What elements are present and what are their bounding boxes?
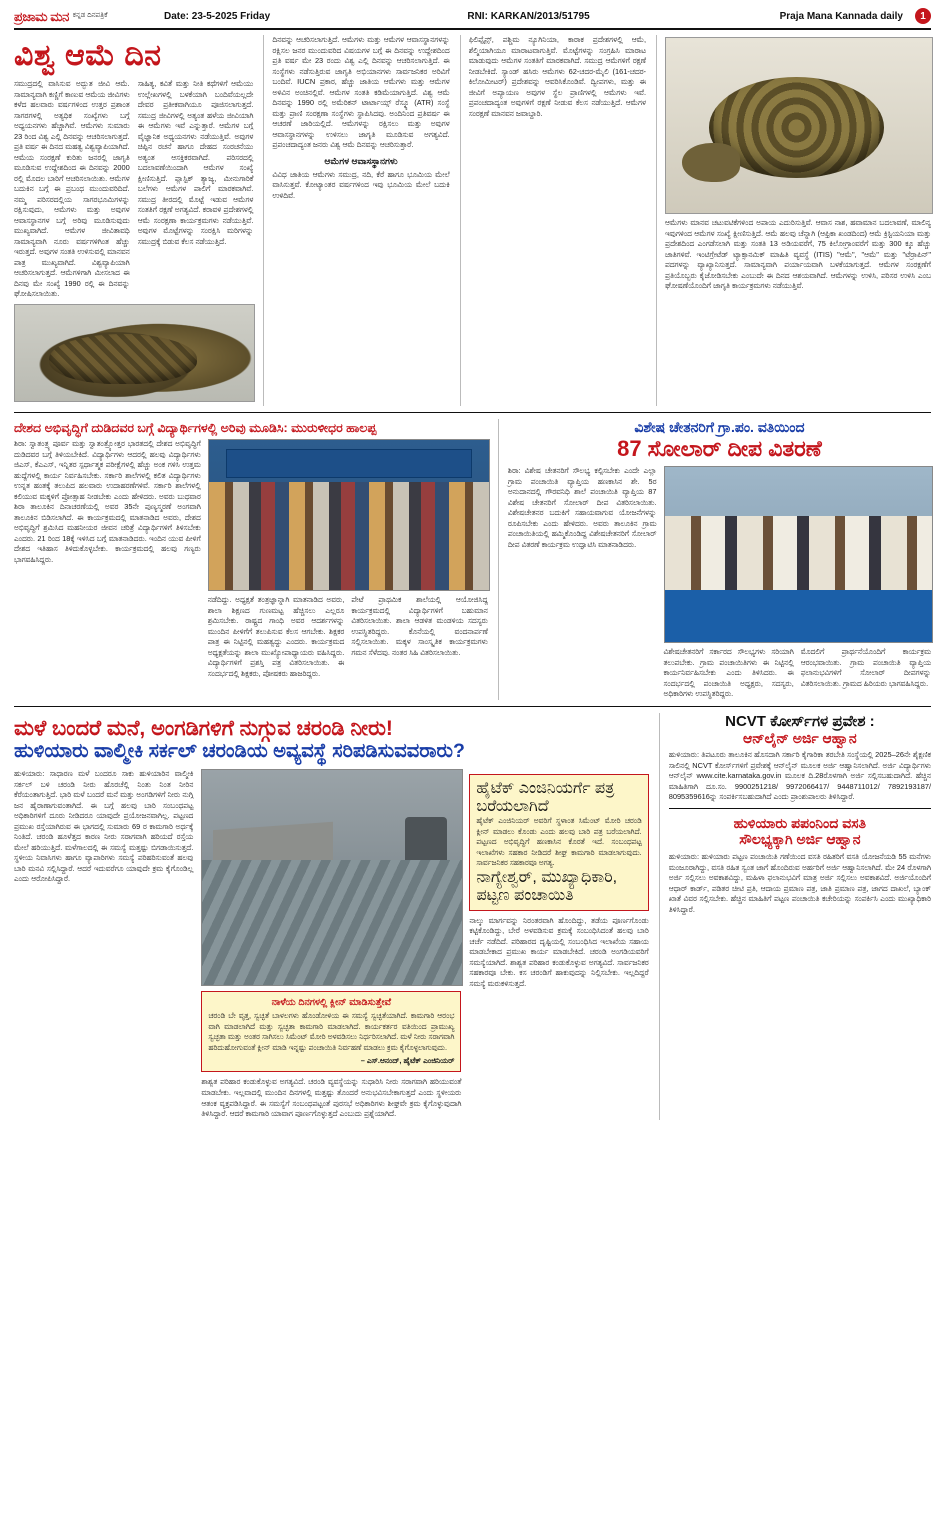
lead-col-5-block (656, 35, 931, 406)
logo-sub-text: ಕನ್ನಡ ದಿನಪತ್ರಿಕೆ (72, 12, 108, 20)
page-number-badge: 1 (915, 8, 931, 24)
housing-headline-2: ಸೌಲಭ್ಯಕ್ಕಾಗಿ ಅರ್ಜಿ ಆಹ್ವಾನ (739, 831, 861, 848)
rni-number: RNI: KARKAN/2013/51795 (467, 10, 590, 22)
lead-subhead: ಆಮೆಗಳ ಆವಾಸಸ್ಥಾನಗಳು (324, 155, 398, 166)
drain-headline-2: ಹುಳಿಯಾರು ವಾಲ್ಮೀಕಿ ಸರ್ಕಲ್ ಚರಂಡಿಯ ಅವ್ಯವಸ್ಥೆ ಸರಿಪಡಿಸುವವರಾರು? (14, 740, 465, 763)
lead-left-block (14, 35, 253, 406)
notice-divider (669, 808, 931, 809)
officer-quote-title: ಹೈಟೆಕ್ ಎಂಜಿನಿಯರ್ಗೆ ಪತ್ರ ಬರೆಯಲಾಗಿದೆ (476, 780, 615, 816)
drain-col-3: ನಾಲ್ಕು ಮಾರ್ಗವನ್ನು ನಿರಂತರವಾಗಿ ಹೊಂದಿದ್ದು, ತಡೆಯ ಪೂರ್ಣಗೊಂಡು ಕಟ್ಟಿಕೊಂಡಿದ್ದು, ಬೇರೆ ಅಳವಡಿಸುವ ಕ್ರಮಕ್ಕೆ ಸಂಬಂಧಿಸಿದಂತೆ ಹಲವು ಬಾರಿ ಚರ್ಚೆ ನಡೆದಿದೆ. ಪರಿಹಾರದ ದೃಷ್ಟಿಯಲ್ಲಿ ಸಂಬಂಧಿಸಿದ ಇಲಾಖೆಯ ಸಹಾಯ ಮಾಡಬೇಕಾದ ಪ್ರಮುಖ ಕಾರ್ಯ ಮಾಡಬೇಕಿದೆ. ಚರಂಡಿ ಅಂಗಡಿಯವರಿಗೆ ಸಮಸ್ಯೆಯಾಗಿದೆ. ಶಾಶ್ವತ ಪರಿಹಾರ ಕಂಡುಕೊಳ್ಳುವ ಅಗತ್ಯವಿದೆ. ಸಾರ್ವಜನಿಕರ ಸಹಕಾರವೂ ಬೇಕು. ಕಸ ಚರಂಡಿಗೆ ಹಾಕುವುದನ್ನು ನಿಲ್ಲಿಸಬೇಕು. ಇಲ್ಲದಿದ್ದರೆ ಸಮಸ್ಯೆ ಮರುಕಳಿಸುತ್ತದೆ. (469, 915, 649, 988)
engineer-quote-box (201, 991, 461, 1072)
story-drain (14, 713, 649, 1120)
drain-col-2: ಶಾಶ್ವತ ಪರಿಹಾರ ಕಂಡುಕೊಳ್ಳುವ ಅಗತ್ಯವಿದೆ. ಚರಂಡಿ ವ್ಯವಸ್ಥೆಯನ್ನು ಸುಧಾರಿಸಿ ನೀರು ಸರಾಗವಾಗಿ ಹರಿಯುವಂತೆ ಮಾಡಬೇಕು. ಇಲ್ಲವಾದಲ್ಲಿ ಮುಂದಿನ ದಿನಗಳಲ್ಲಿ ಮತ್ತಷ್ಟು ತೊಂದರೆ ಅನುಭವಿಸಬೇಕಾಗುತ್ತದೆ ಎಂದು ಸ್ಥಳೀಯರು ಆತಂಕ ವ್ಯಕ್ತಪಡಿಸಿದ್ದಾರೆ. ಈ ಸಮಸ್ಯೆಗೆ ಸಂಬಂಧಪಟ್ಟಂತೆ ಪುರಸಭೆ ಅಧಿಕಾರಿಗಳು ಶೀಘ್ರವೇ ಕ್ರಮ ಕೈಗೊಳ್ಳುವುದಾಗಿ ತಿಳಿಸಿದ್ದಾರೆ. ಆದರೆ ಕಾಮಗಾರಿ ಯಾವಾಗ ಪೂರ್ಣಗೊಳ್ಳುತ್ತದೆ ಎಂಬುದು ಪ್ರಶ್ನೆಯಾಗಿದೆ. (201, 1077, 462, 1119)
housing-headline-1: ಹುಳಿಯಾರು ಪಪಂನಿಂದ ವಸತಿ (733, 814, 867, 831)
story-solar (498, 419, 931, 700)
story-students (14, 419, 488, 700)
drain-headline-1: ಮಳೆ ಬಂದರೆ ಮನೆ, ಅಂಗಡಿಗಳಿಗೆ ನುಗ್ಗುವ ಚರಂಡಿ ನೀರು! (14, 716, 393, 740)
ncvt-headline-2: ಆನ್‌ಲೈನ್ ಅರ್ಜಿ ಆಹ್ವಾನ (743, 729, 857, 746)
masthead (14, 8, 931, 30)
logo-main-text: ಪ್ರಜಾಮ ಮನ (14, 8, 69, 24)
students-col-1: ಶಿರಾ: ಸ್ವಾತಂತ್ರ್ಯ ಪೂರ್ವ ಮತ್ತು ಸ್ವಾತಂತ್ರ್ಯೋತ್ತರ ಭಾರತದಲ್ಲಿ ದೇಶದ ಅಭಿವೃದ್ಧಿಗೆ ದುಡಿದವರ ಬಗ್ಗೆ ತಿಳಿಯಬೇಕಿದೆ. ವಿದ್ಯಾರ್ಥಿಗಳು ಆದರಲ್ಲಿ ಹಲವು ವಿದ್ಯಾರ್ಥಿಗಳು ಜಿಎಸ್, ಕೆಎಎಸ್, ಇನ್ನಿತರ ಸ್ಪರ್ಧಾತ್ಮಕ ಪರೀಕ್ಷೆಗಳಲ್ಲಿ ಹೆಚ್ಚು ಅಂಕ ಗಳಿಸಿ ಉತ್ತಮ ಹುದ್ದೆಗಳಲ್ಲಿ ಕಾರ್ಯ ನಿರ್ವಹಿಸಬೇಕು. ಸರ್ಕಾರಿ ಶಾಲೆಗಳಲ್ಲಿ ಕಲಿತ ವಿದ್ಯಾರ್ಥಿಗಳು ಉನ್ನತ ಹಂತಕ್ಕೆ ತಲುಪಿದ ಹಲವಾರು ಉದಾಹರಣೆಗಳಿವೆ. ಸರ್ಕಾರಿ ಶಾಲೆಗಳಲ್ಲಿ ಕಲಿಯುವ ಮಕ್ಕಳಿಗೆ ಪ್ರೋತ್ಸಾಹ ನೀಡಬೇಕು ಎಂದು ಹೇಳಿದರು. ಅವರು ಬುಧವಾರ ಶಿರಾ ತಾಲೂಕಿನ ದಿನಾಚರಣೆಯಲ್ಲಿ ಅವರ 35ನೇ ಪುಣ್ಯಸ್ಮರಣೆ ಅಂಗವಾಗಿ ತಾಲೂಕಿನ ಬಿಡಿಸಲಾಗಿದೆ. ಈ ಕಾರ್ಯಕ್ರಮದಲ್ಲಿ ಮಾತನಾಡಿದ ಅವರು, ದೇಶದ ಅಭಿವೃದ್ಧಿಗೆ ಶ್ರಮಿಸಿದ ಮಹನೀಯರ ಜೀವನ ಚರಿತ್ರೆ ವಿದ್ಯಾರ್ಥಿಗಳಿಗೆ ತಿಳಿಸಬೇಕು ಎಂದರು. 21 ರಿಂದ 18ಕ್ಕೆ ಇಳಿಸಿದ ಬಗ್ಗೆ ಮಾತನಾಡಿದರು. ಇಂದಿನ ಯುವ ಪೀಳಿಗೆ ದೇಶದ ಇತಿಹಾಸ ತಿಳಿದುಕೊಳ್ಳಬೇಕು. ಕಾರ್ಯಕ್ರಮದಲ್ಲಿ ಹಲವು ಗಣ್ಯರು ಭಾಗವಹಿಸಿದ್ದರು. (14, 439, 201, 564)
lead-col-3b: ವಿವಿಧ ಜಾತಿಯ ಆಮೆಗಳು ಸಮುದ್ರ, ನದಿ, ಕೆರೆ ಹಾಗೂ ಭೂಮಿಯ ಮೇಲೆ ವಾಸಿಸುತ್ತವೆ. ಕೋಟ್ಯಾಂತರ ವರ್ಷಗಳಿಂದ ಇವು ಭೂಮಿಯ ಮೇಲೆ ಬದುಕಿ ಉಳಿದಿವೆ. (272, 169, 450, 200)
solar-headline-top: ವಿಶೇಷ ಚೇತನರಿಗೆ ಗ್ರಾ.ಪಂ. ವತಿಯಿಂದ (634, 418, 805, 435)
officer-quote-sign: ನಾಗ್ಯೇಶ್ವರ್, ಮುಖ್ಯಾಧಿಕಾರಿ, ಪಟ್ಟಣ ಪಂಚಾಯಿತಿ (476, 868, 618, 904)
lead-col-3-block (263, 35, 449, 406)
solar-col-1: ಶಿರಾ: ವಿಶೇಷ ಚೇತನರಿಗೆ ಸೌಲಭ್ಯ ಕಲ್ಪಿಸಬೇಕು ಎಂದೇ ಎಲ್ಲಾ ಗ್ರಾಮ ಪಂಚಾಯಿತಿ ವ್ಯಾಪ್ತಿಯ ಹಣಕಾಸಿನ ಶೇ. 5ರ ಅನುದಾನದಲ್ಲಿ ಗೌರವನಿಧಿ ಶಾಲೆ ಪಂಚಾಯಿತಿ ವ್ಯಾಪ್ತಿಯ 87 ವಿಶೇಷ ಚೇತನರಿಗೆ ಸೋಲಾರ್ ದೀಪ ವಿತರಿಸಲಾಯಿತು. ವಿಶೇಷಚೇತನರ ಬದುಕಿಗೆ ಸಹಾಯವಾಗುವ ಯೋಜನೆಗಳನ್ನು ರೂಪಿಸಬೇಕು ಎಂದು ಹೇಳಿದರು. ಅವರು ತಾಲೂಕಿನ ಗ್ರಾಮ ಪಂಚಾಯಿತಿಯಲ್ಲಿ ಹಮ್ಮಿಕೊಂಡಿದ್ದ ವಿಶೇಷಚೇತನರಿಗೆ ಸೋಲಾರ್ ದೀಪ ವಿತರಣೆ ಕಾರ್ಯಕ್ರಮ ಉದ್ಘಾಟಿಸಿ ಮಾತನಾಡಿದರು. (507, 466, 657, 549)
solar-col-3: ಮೊದಲಿಗೆ ಪ್ರಾರ್ಥನೆಯೊಂದಿಗೆ ಕಾರ್ಯಕ್ರಮ ಆರಂಭವಾಯಿತು. ಗ್ರಾಮ ಪಂಚಾಯಿತಿ ವ್ಯಾಪ್ತಿಯ ಫಲಾನುಭವಿಗಳಿಗೆ ಸೋಲಾರ್ ದೀಪಗಳನ್ನು ವಿತರಿಸಲಾಯಿತು. ಗ್ರಾಮದ ಹಿರಿಯರು ಭಾಗವಹಿಸಿದ್ದರು. (800, 647, 931, 688)
engineer-quote-sign: – ಎಸ್.ಆನಂದ್, ಹೈಟೆಕ್ ಎಂಜಿನಿಯರ್ (360, 1056, 455, 1066)
engineer-quote-text: ಚರಂಡಿ ಬೇ ವೃತ್ತ, ಸ್ವಚ್ಛತೆ ಬಾಳಲಗಳು ಹೊಂಡೋಳಿಯ ಈ ಸಮಸ್ಯೆ ಸ್ವಚ್ಛತೆಯಾಗಿದೆ. ಕಾಮಗಾರಿ ಆರಂಭ ವಾಗಿ ಮಾಡಲಾಗಿದೆ ಮತ್ತು ಸ್ವಚ್ಛತಾ ಕಾಮಗಾರಿ ಮಾಡಲಾಗಿದೆ. ಕಾರ್ಯಕರ್ತರ ವತಿಯಿಂದ ಪ್ರಾಮುಖ್ಯ ಸ್ವಚ್ಛತಾ ಮತ್ತು ಅಂತರ ಸಾಗಿಸಲು ಸಿಮೆಂಟ್ ಮೋರಿ ಅಳವಡಿಸಲು ನಿರ್ಧರಿಸಲಾಗಿದೆ. ಮಳೆ ನೀರು ಸರಾಗವಾಗಿ ಹರಿದುಹೋಗುವಂತೆ ಕ್ಲೀನ್ ಮಾಡಿ ಇನ್ನಷ್ಟು ಪಂಚಾಯಿತಿ ನಿರ್ವಹಣೆ ಮಾಡಲು ಕ್ರಮ ಕೈಗೊಳ್ಳಲಾಗುವುದು. (208, 1011, 455, 1052)
band-two (14, 419, 931, 707)
ncvt-body: ಹುಳಿಯಾರು: ತಿಪಟೂರು ತಾಲೂಕಿನ ಹೊಸದಾಗಿ ಸರ್ಕಾರಿ ಕೈಗಾರಿಕಾ ತರಬೇತಿ ಸಂಸ್ಥೆಯಲ್ಲಿ 2025–26ನೇ ಶೈಕ್ಷಣಿಕ ಸಾಲಿನಲ್ಲಿ NCVT ಕೋರ್ಸ್‌ಗಳಿಗೆ ಪ್ರವೇಶಕ್ಕೆ ಆನ್‌ಲೈನ್ ಮೂಲಕ ಅರ್ಜಿ ಆಹ್ವಾನಿಸಲಾಗಿದೆ. ಅರ್ಜಿ ವಿದ್ಯಾರ್ಥಿಗಳು ಆನ್‌ಲೈನ್ www.cite.karnataka.gov.in ಮೂಲಕ ದಿ.28ರೊಳಗಾಗಿ ಅರ್ಜಿ ಸಲ್ಲಿಸಬಹುದಾಗಿದೆ. ಹೆಚ್ಚಿನ ಮಾಹಿತಿಗಾಗಿ ದೂ.ಸಂ. 9900251218/ 9972066417/ 9448711012/ 7892193187/ 8095359616ನ್ನು ಸಂಪರ್ಕಿಸಬಹುದಾಗಿದೆ ಎಂದು ಪ್ರಾಂಶುಪಾಲರು ತಿಳಿಸಿದ್ದಾರೆ. (668, 750, 931, 802)
officer-quote-box (469, 774, 648, 911)
lead-col-4-block (460, 35, 646, 406)
lead-col-5: ಆಮೆಗಳು ಮಾನವ ಚಟುವಟಿಕೆಗಳಿಂದ ಅಪಾಯ ಎದುರಿಸುತ್ತಿವೆ. ಆವಾಸ ನಾಶ, ಹವಾಮಾನ ಬದಲಾವಣೆ, ಮಾಲಿನ್ಯ ಇವುಗಳಿಂದ ಆಮೆಗಳ ಸಂಖ್ಯೆ ಕ್ಷೀಣಿಸುತ್ತಿದೆ. ಆಮೆ ಹಲವು ಚೆನ್ನಾಗಿ (ಆಫ್ರಿಕಾ ಖಂಡದಿಂದ) ಆಮೆ ಕ್ರಿಸ್ಟಿಯನಿಯಾ ಮತ್ತು ಪ್ರದೇಶದಿಂದ ಎಂಗಡೆಸಲಾಗಿ ಮತ್ತು ಸಂತತಿ 13 ಅಡಿಯವರೆಗೆ, 75 ಕಿಲೋಗ್ರಾಂವರೆಗೆ ಮತ್ತು 300 ಕ್ಕೂ ಹೆಚ್ಚು ಜಾತಿಗಳಿವೆ. ಇಂಟಿಗ್ರೇಟೆಡ್ ಟ್ಯಾಕ್ಸಾನಮಿಕ್ ಮಾಹಿತಿ ವ್ಯವಸ್ಥೆ (ITIS) "ಆಮೆ", "ಆಮೆ" ಮತ್ತು "ಟೆರ್ರಾಪಿನ್" ಪದಗಳನ್ನು ವ್ಯಾಖ್ಯಾನಿಸುತ್ತದೆ. ಸಾಮಾನ್ಯವಾಗಿ ಪರ್ಯಾಯವಾಗಿ ಬಳಕೆಯಾಗುತ್ತದೆ. ಆಮೆಗಳ ಸಂರಕ್ಷಣೆಗೆ ಪ್ರತಿಯೊಬ್ಬರು ಕೈಜೋಡಿಸಬೇಕು ಎಂಬುದೇ ಈ ದಿನದ ಆಶಯವಾಗಿದೆ. ಆಮೆಗಳನ್ನು ಉಳಿಸಿ, ಪರಿಸರ ಉಳಿಸಿ ಎಂಬ ಘೋಷಣೆಯೊಂದಿಗೆ ಜಾಗೃತಿ ಕಾರ್ಯಕ್ರಮಗಳು ನಡೆಯುತ್ತಿವೆ. (665, 218, 931, 291)
engineer-quote-title: ನಾಳೆಯ ದಿನಗಳಲ್ಲಿ ಕ್ಲೀನ್ ಮಾಡಿಸುತ್ತೇವೆ (271, 997, 392, 1009)
solar-distribution-photo (664, 466, 934, 643)
turtle-photo-small (14, 304, 255, 402)
officer-quote-text: ಹೈಟೆಕ್ ಎಂಜಿನಿಯರ್ ಅವರಿಗೆ ಸ್ಥಳಾಂತ ಸಿಮೆಂಟ್ ಮೋರಿ ಚರಂಡಿ ಕ್ಲೀನ್ ಮಾಡಲು ಕೊಂಡು ಎಂದು ಹಲವು ಬಾರಿ ಪತ್ರ ಬರೆಯಲಾಗಿದೆ. ಪಟ್ಟಣದ ಅಭಿವೃದ್ಧಿಗೆ ಹಣಕಾಸಿನ ಕೊರತೆ ಇದೆ. ಸಂಬಂಧಪಟ್ಟ ಇಲಾಖೆಗಳು ಸಹಕಾರ ನೀಡಿದರೆ ಶೀಘ್ರ ಕಾಮಗಾರಿ ಮಾಡಲಾಗುವುದು. ಸಾರ್ವಜನಿಕರ ಸಹಕಾರವೂ ಅಗತ್ಯ. (476, 816, 642, 868)
lead-col-1: ಸಮುದ್ರದಲ್ಲಿ ವಾಸಿಸುವ ಅದ್ಭುತ ಜೀವಿ ಆಮೆ. ಸಾಮಾನ್ಯವಾಗಿ ಕಣ್ಣಿಗೆ ಕಾಣುವ ಆಮೆಯ ಜೀವಿಗಳು ಕಳೆದ ಹಲವಾರು ವರ್ಷಗಳಿಂದ ಉತ್ತರ ಪ್ರಶಾಂತ ಸಾಗರಗಳಲ್ಲಿ ಅತ್ಯಧಿಕ ಸಂಖ್ಯೆಗಳು ಬಗ್ಗೆ ಅಧ್ಯಯನಗಳು ಹೆಚ್ಚಾಗಿವೆ. ಆಮೆಗಳು ಸುಮಾರು 23 ರಿಂದ ವಿಶ್ವ ಎಲ್ಲಿ ದಿನವನ್ನು ಆಚರಿಸಲಾಗುತ್ತದೆ. ಪ್ರತಿ ವರ್ಷ ಈ ದಿನದ ಮಹತ್ವ ವಿಶ್ವವ್ಯಾಪಿಯಾಗಿದೆ. ಆಮೆಯ ಸಂರಕ್ಷಣೆ ಕುರಿತು ಜನರಲ್ಲಿ ಜಾಗೃತಿ ಮೂಡಿಸುವ ಉದ್ದೇಶದಿಂದ ಈ ದಿನವನ್ನು 2000 ರಲ್ಲಿ ಮೊದಲ ಬಾರಿಗೆ ಆಚರಿಸಲಾಯಿತು. ಆಮೆಗಳ ಬದುಕಿನ ಬಗ್ಗೆ ಈ ಪ್ರಬಂಧ ಮುಂದುವರಿದಿದೆ. ನಮ್ಮ ಪರಿಸರದಲ್ಲಿಯ ಸಾಗರಭೂಮಿಗಳನ್ನು ರಕ್ಷಿಸುವುದು, ಆಮೆಗಳು ಮತ್ತು ಅವುಗಳ ಆವಾಸಸ್ಥಾನಗಳ ಬಗ್ಗೆ ಅರಿವು ಮೂಡಿಸುವುದು ಮುಖ್ಯವಾಗಿದೆ. ಆಮೆಗಳ ಜೀವಿತಾವಧಿ ಸಾಮಾನ್ಯವಾಗಿ ನೂರು ವರ್ಷಗಳಿಗಿಂತ ಹೆಚ್ಚು ಇರುತ್ತದೆ. ಅವುಗಳ ಸಂತತಿ ಉಳಿಸುವಲ್ಲಿ ಮಾನವನ ಪಾತ್ರ ಮುಖ್ಯವಾಗಿದೆ. ವಿಶ್ವವ್ಯಾಪಿಯಾಗಿ ಆಚರಿಸಲಾಗುತ್ತದೆ. ಆಮೆಗಳಿಗಾಗಿ ಮೀಸಲಾದ ಈ ದಿನವು ಮೇ ಸಂಖ್ಯೆ 1990 ರಲ್ಲಿ ಈ ದಿನವನ್ನು ಘೋಷಿಸಲಾಯಿತು. (14, 79, 130, 299)
housing-body: ಹುಳಿಯಾರು: ಹುಳಿಯಾರು ಪಟ್ಟಣ ಪಂಚಾಯಿತಿ ಗಣೆಯಿಂದ ವಸತಿ ರಹಿತರಿಗೆ ವಸತಿ ಯೋಜನೆಯಡಿ 55 ಮನೆಗಳು ಮಂಜೂರಾಗಿದ್ದು, ವಸತಿ ರಹಿತ ಸ್ವಂತ ಜಾಗೆ ಹೊಂದಿರುವ ಅರ್ಹರಿಗೆ ಅರ್ಜಿ ಆಹ್ವಾನಿಸಲಾಗಿದೆ. ಮೇ 24 ರೊಳಗಾಗಿ ಅರ್ಜಿ ಸಲ್ಲಿಸಲು ಅವಕಾಶವಿದ್ದು, ಮಹಿಳಾ ಫಲಾನುಭವಿಗೆ ಮಾತ್ರ ಅರ್ಜಿ ಸಲ್ಲಿಸಲು ಅವಕಾಶವಿದೆ. ಅರ್ಜಿಯೊಂದಿಗೆ ಆಧಾರ್ ಕಾರ್ಡ್, ಪಡಿತರ ಚೀಟಿ ಪ್ರತಿ, ಆದಾಯ ಪ್ರಮಾಣ ಪತ್ರ, ಜಾತಿ ಪ್ರಮಾಣ ಪತ್ರ, ಜಾಗದ ದಾಖಲೆ, ಬ್ಯಾಂಕ್ ಖಾತೆ ವಿವರ ಸಲ್ಲಿಸಬೇಕು. ಹೆಚ್ಚಿನ ಮಾಹಿತಿಗೆ ಪಟ್ಟಣ ಪಂಚಾಯಿತಿ ಕಚೇರಿಯನ್ನು ಸಂಪರ್ಕಿಸಿ ಎಂದು ಮುಖ್ಯಾಧಿಕಾರಿ ತಿಳಿಸಿದ್ದಾರೆ. (668, 852, 931, 914)
newspaper-logo (14, 10, 164, 23)
students-group-photo (208, 439, 490, 591)
lead-col-2: ಸಾಹಿತ್ಯ, ಕವಿತೆ ಮತ್ತು ನೀತಿ ಕಥೆಗಳಿಗೆ ಆಮೆಯು ಉಲ್ಲೇಖಗಳಲ್ಲಿ ಬಳಕೆಯಾಗಿ ಬಂದಿವೆಯಲ್ಲದೇ ದೇವರ ಪ್ರತೀಕವಾಗಿಯೂ ಪೂಜಿಸಲಾಗುತ್ತದೆ. ಸಮುದ್ರ ಜೀವಿಗಳಲ್ಲಿ ಅತ್ಯಂತ ಹಳೆಯ ಜೀವಿಯಾಗಿ ಈ ಆಮೆಗಳು ಇವೆ ಎನ್ನುತ್ತಾರೆ. ಆಮೆಗಳ ಬಗ್ಗೆ ವೈಜ್ಞಾನಿಕ ಅಧ್ಯಯನಗಳು ನಡೆಯುತ್ತಿವೆ. ಅವುಗಳ ಚಿಪ್ಪಿನ ರಚನೆ ಹಾಗೂ ದೇಹದ ಸಂರಚನೆಯು ಅತ್ಯಂತ ಆಸಕ್ತಿಕರವಾಗಿದೆ. ಪರಿಸರದಲ್ಲಿ ಬದಲಾವಣೆಯಿಂದಾಗಿ ಆಮೆಗಳ ಸಂಖ್ಯೆ ಕ್ಷೀಣಿಸುತ್ತಿದೆ. ಪ್ಲಾಸ್ಟಿಕ್ ತ್ಯಾಜ್ಯ, ಮೀನುಗಾರಿಕೆ ಬಲೆಗಳು ಆಮೆಗಳ ಪಾಲಿಗೆ ಮಾರಕವಾಗಿವೆ. ಸಮುದ್ರ ತೀರದಲ್ಲಿ ಮೊಟ್ಟೆ ಇಡುವ ಆಮೆಗಳ ಸಂತತಿಗೆ ರಕ್ಷಣೆ ಅಗತ್ಯವಿದೆ. ಕರಾವಳಿ ಪ್ರದೇಶಗಳಲ್ಲಿ ಆಮೆ ಸಂರಕ್ಷಣಾ ಕಾರ್ಯಕ್ರಮಗಳು ನಡೆಯುತ್ತಿವೆ. ಅವುಗಳ ಮೊಟ್ಟೆಗಳನ್ನು ಸಂರಕ್ಷಿಸಿ ಮರಿಗಳನ್ನು ಸಮುದ್ರಕ್ಕೆ ಬಿಡುವ ಕೆಲಸ ನಡೆಯುತ್ತಿದೆ. (137, 79, 254, 246)
solar-headline-main: 87 ಸೋಲಾರ್ ದೀಪ ವಿತರಣೆ (617, 435, 822, 461)
band-three (14, 713, 931, 1120)
turtle-photo-large (665, 37, 933, 214)
students-col-2: ನಡೆದಿದ್ದು. ಅಧ್ಯಕ್ಷತೆ ತಂತ್ರಜ್ಞಾನ್ನಾಗಿ ಮಾತನಾಡಿದ ಅವರು, ಶಾಲಾ ಶಿಕ್ಷಣದ ಗುಣಮಟ್ಟ ಹೆಚ್ಚಿಸಲು ಎಲ್ಲರೂ ಶ್ರಮಿಸಬೇಕು. ರಾಷ್ಟ್ರದ ಗಾಂಧಿ ಅವರ ಆದರ್ಶಗಳನ್ನು ಮುಂದಿನ ಪೀಳಿಗೆಗೆ ತಲುಪಿಸುವ ಕೆಲಸ ಆಗಬೇಕು. ಶಿಕ್ಷಕರ ಪಾತ್ರ ಈ ನಿಟ್ಟಿನಲ್ಲಿ ಮಹತ್ವದ್ದು ಎಂದರು. ಕಾರ್ಯಕ್ರಮದ ಅಧ್ಯಕ್ಷತೆಯನ್ನು ಶಾಲಾ ಮುಖ್ಯೋಪಾಧ್ಯಾಯರು ವಹಿಸಿದ್ದರು. ವಿದ್ಯಾರ್ಥಿಗಳಿಗೆ ಪ್ರಶಸ್ತಿ ಪತ್ರ ವಿತರಿಸಲಾಯಿತು. ಈ ಸಂದರ್ಭದಲ್ಲಿ ಶಿಕ್ಷಕರು, ಪೋಷಕರು ಹಾಜರಿದ್ದರು. (207, 595, 345, 678)
students-headline: ದೇಶದ ಅಭಿವೃದ್ಧಿಗೆ ದುಡಿದವರ ಬಗ್ಗೆ ವಿದ್ಯಾರ್ಥಿಗಳಲ್ಲಿ ಅರಿವು ಮೂಡಿಸಿ: ಮುರುಳೀಧರ ಹಾಲಪ್ಪ (14, 420, 377, 435)
publication-date: Date: 23-5-2025 Friday (164, 10, 271, 22)
lead-col-4: ಫಿಲಿಪ್ಪೈನ್ಸ್, ಪಶ್ಚಿಮ ನ್ಯೂಗಿನಿಯಾ, ಕಾರಾಕ ಪ್ರದೇಶಗಳಲ್ಲಿ ಆಮೆ, ಶೆಲ್ಮಿಯಾಗಿಯೂ ಮಾರಾಟವಾಗುತ್ತಿವೆ. ಮೊಟ್ಟೆಗಳನ್ನು ಸಂಗ್ರಹಿಸಿ ಮಾರಾಟ ಮಾಡುವುದು ಆಮೆಗಳ ಸಂತತಿಗೆ ಮಾರಕವಾಗಿದೆ. ಸಮುದ್ರ ಆಮೆಗಳಿಗೆ ರಕ್ಷಣೆ ನೀಡಬೇಕಿದೆ. ಸ್ಯಾಂಡ್ ಹಸಿರು ಆಮೆಗಳು 62-ಚದರ-ಮೈಲಿ (161-ಚದರ-ಕಿಲೋಮೀಟರ್) ಪ್ರದೇಶವನ್ನು ಆವರಿಸಿಕೊಂಡಿವೆ. ದ್ವೀಪಗಳು, ಮತ್ತು ಈ ಜೀವಿಗೆ ಅಪ್ಯಾಯಣ ಅವುಗಳ ಸ್ಥೆಲ ಪ್ರಾಣಿಗಳಲ್ಲಿ ಆಮೆಗಳು ಇವೆ. ಪ್ರಪಂಚದಾದ್ಯಂತ ಅವುಗಳಿಗೆ ರಕ್ಷಣೆ ನೀಡುವ ಕೆಲಸ ನಡೆಯುತ್ತಿದೆ. ಆಮೆಗಳ ಸಂರಕ್ಷಣೆ ಮಾನವನ ಜವಾಬ್ದಾರಿ. (468, 35, 646, 118)
lead-story (14, 35, 931, 413)
lead-col-3: ದಿನವನ್ನು ಆಚರಿಸಲಾಗುತ್ತಿದೆ. ಆಮೆಗಳು ಮತ್ತು ಆಮೆಗಳ ಆವಾಸಸ್ಥಾನಗಳನ್ನು ರಕ್ಷಿಸಲ ಜನರ ಮುಂದುವರಿದ ವಿಷಯಗಳ ಬಗ್ಗೆ ಈ ದಿನವನ್ನು ಉದ್ದೇಶದಿಂದ ಪ್ರತಿ ವರ್ಷ ಮೇ 23 ರಂದು ವಿಶ್ವ ಎಲ್ಲಿ ದಿನವನ್ನು ಆಚರಿಸಲಾಗುತ್ತಿದೆ. ಈ ಸಂಸ್ಥೆಗಳು ನಡೆಸುತ್ತಿರುವ ಜಾಗೃತಿ ಅಭಿಯಾನಗಳು ಸಾರ್ವಜನಿಕರ ಅರಿವಿಗೆ ಬಂದಿವೆ. IUCN ಪ್ರಕಾರ, ಹೆಚ್ಚು ಜಾತಿಯ ಆಮೆಗಳು ಮತ್ತು ಆಮೆಗಳ ಅಳಿವಿನ ಅಂಚಿನಲ್ಲಿವೆ. ಆಮೆಗಳ ಸಂತತಿ ಕಡಿಮೆಯಾಗುತ್ತಿದೆ. ವಿಶ್ವ ಆಮೆ ದಿನವನ್ನು 1990 ರಲ್ಲಿ ಅಮೆರಿಕನ್ ಟಾರ್ಟಾಯ್ಸ್ ರೆಸ್ಕ್ಯೂ (ATR) ಸಂಸ್ಥೆ ಮತ್ತು ಪ್ರಾಣಿ ಸಂರಕ್ಷಣಾ ಸಂಸ್ಥೆಗಳು ಸ್ಥಾಪಿಸಿದವು. ಅಂದಿನಿಂದ ಪ್ರತಿವರ್ಷ ಈ ಆಚರಣೆ ಜಾರಿಯಲ್ಲಿದೆ. ಆಮೆಗಳನ್ನು ರಕ್ಷಿಸಲು ಮತ್ತು ಅವುಗಳ ಆವಾಸಸ್ಥಾನಗಳನ್ನು ಉಳಿಸಲು ಜಾಗೃತಿ ಮೂಡಿಸುವ ಅಗತ್ಯವಿದೆ. ಪ್ರಪಂಚದಾದ್ಯಂತ ಜನರು ವಿಶ್ವ ಆಮೆ ದಿನವನ್ನು ಆಚರಿಸುತ್ತಾರೆ. (272, 35, 450, 150)
ncvt-headline-1: NCVT ಕೋರ್ಸ್‌ಗಳ ಪ್ರವೇಶ : (725, 712, 875, 730)
notices-column (659, 713, 931, 1120)
drain-flood-photo (201, 769, 463, 986)
students-col-3: ಪೇಟೆ ಪ್ರಾಥಮಿಕ ಶಾಲೆಯಲ್ಲಿ ಆಯೋಜಿಸಿದ್ದ ಕಾರ್ಯಕ್ರಮದಲ್ಲಿ ವಿದ್ಯಾರ್ಥಿಗಳಿಗೆ ಬಹುಮಾನ ವಿತರಿಸಲಾಯಿತು. ಶಾಲಾ ಆಡಳಿತ ಮಂಡಳಿಯ ಸದಸ್ಯರು ಉಪಸ್ಥಿತರಿದ್ದರು. ಕೊನೆಯಲ್ಲಿ ವಂದನಾರ್ಪಣೆ ಸಲ್ಲಿಸಲಾಯಿತು. ಮಕ್ಕಳ ಸಾಂಸ್ಕೃತಿಕ ಕಾರ್ಯಕ್ರಮಗಳು ಗಮನ ಸೆಳೆದವು. ನಂತರ ಸಿಹಿ ವಿತರಿಸಲಾಯಿತು. (351, 595, 488, 657)
solar-col-2: ವಿಶೇಷಚೇತನರಿಗೆ ಸರ್ಕಾರದ ಸೌಲಭ್ಯಗಳು ಸರಿಯಾಗಿ ತಲುಪಬೇಕು. ಗ್ರಾಮ ಪಂಚಾಯಿತಿಗಳು ಈ ನಿಟ್ಟಿನಲ್ಲಿ ಕಾರ್ಯನಿರ್ವಹಿಸಬೇಕು ಎಂದು ತಿಳಿಸಿದರು. ಈ ಸಂದರ್ಭದಲ್ಲಿ ಪಂಚಾಯಿತಿ ಅಧ್ಯಕ್ಷರು, ಸದಸ್ಯರು, ಅಧಿಕಾರಿಗಳು ಉಪಸ್ಥಿತರಿದ್ದರು. (663, 647, 794, 699)
drain-col-1: ಹುಳಿಯಾರು: ಸಾಧಾರಣ ಮಳೆ ಬಂದರೂ ಸಾಕು ಹುಳಿಯಾರಿನ ವಾಲ್ಮೀಕಿ ಸರ್ಕಲ್ ಬಳಿ ಚರಂಡಿ ನೀರು ಹೊರಚೆಲ್ಲಿ ನಿಂತು ನಿಂತ ನೀರಿನ ಕೆರೆಯಂತಾಗುತ್ತಿದೆ. ಭಾರಿ ಮಳೆ ಬಂದರೆ ಮನೆ ಮತ್ತು ಅಂಗಡಿಗಳಿಗೆ ನೀರು ನುಗ್ಗಿ ಜನ ಹೈರಾಣಾಗುವಂತಾಗಿದೆ. ಈ ಬಗ್ಗೆ ಹಲವು ಬಾರಿ ಸಂಬಂಧಪಟ್ಟ ಅಧಿಕಾರಿಗಳಿಗೆ ದೂರು ನೀಡಿದರೂ ಯಾವುದೇ ಪ್ರಯೋಜನವಾಗಿಲ್ಲ. ಪಟ್ಟಣದ ಪ್ರಮುಖ ರಸ್ತೆಯಾಗಿರುವ ಈ ಭಾಗದಲ್ಲಿ ಸುಮಾರು 69 ರ ಕಾಮಗಾರಿ ಅರ್ಧಕ್ಕೆ ನಿಂತಿದೆ. ಚರಂಡಿ ಹೂಳೆತ್ತದ ಕಾರಣ ನೀರು ಸರಾಗವಾಗಿ ಹರಿಯದೆ ರಸ್ತೆಯ ಮೇಲೆ ಹರಿಯುತ್ತಿದೆ. ಮಳೆಗಾಲದಲ್ಲಿ ಈ ಸಮಸ್ಯೆ ಮತ್ತಷ್ಟು ಬಿಗಡಾಯಿಸುತ್ತದೆ. ಸ್ಥಳೀಯ ನಿವಾಸಿಗಳು ಹಾಗೂ ವ್ಯಾಪಾರಿಗಳು ಸಮಸ್ಯೆ ಪರಿಹರಿಸುವಂತೆ ಹಲವು ಬಾರಿ ಮನವಿ ಸಲ್ಲಿಸಿದ್ದಾರೆ. ಆದರೆ ಇದುವರೆಗೂ ಯಾವುದೇ ಕ್ರಮ ಕೈಗೊಂಡಿಲ್ಲ ಎಂದು ಆರೋಪಿಸಿದ್ದಾರೆ. (14, 769, 194, 884)
lead-headline: ವಿಶ್ವ ಆಮೆ ದಿನ (14, 39, 162, 72)
paper-title: Praja Mana Kannada daily (779, 10, 903, 22)
